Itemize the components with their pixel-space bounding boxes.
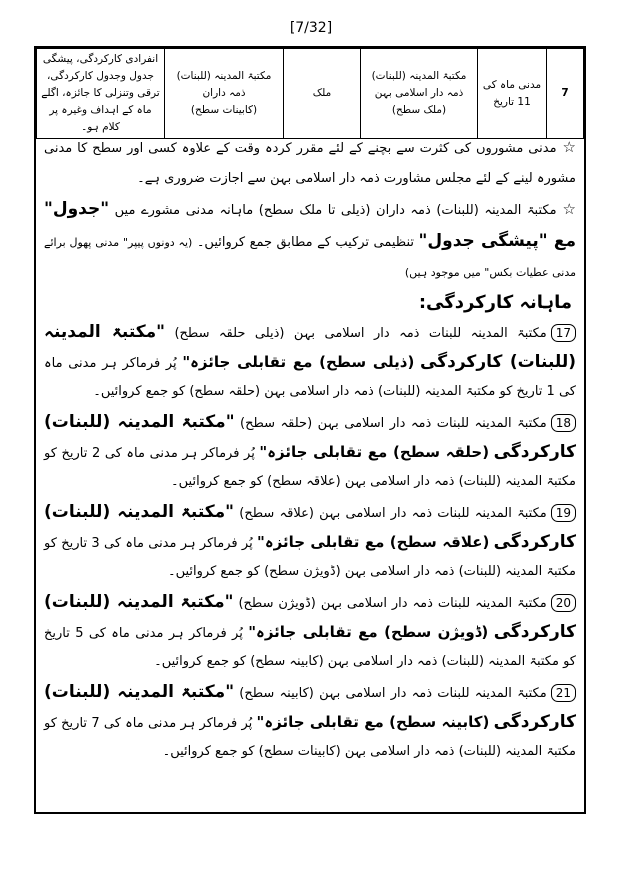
list-item [44, 588, 576, 676]
item-rest-text: پُر فرماکر ہر مدنی ماہ کی 5 تاریخ کو مکتبۃ المدینہ (للبنات) ذمہ دار اسلامی بہن (کابینہ سطح) کو جمع کروائیں۔ [44, 626, 576, 669]
item-lead-text: مکتبۃ المدینہ للبنات ذمہ دار اسلامی بہن (حلقہ سطح) [234, 416, 547, 431]
item-number-badge: 17 [551, 324, 576, 342]
page-frame [34, 46, 586, 814]
paragraph-schedule-text-1: مکتبۃ المدینہ (للبنات) ذمہ داران (ذیلی تا ملک سطح) ماہانہ مدنی مشورے میں [109, 203, 557, 218]
item-bold-title: "مکتبۃ المدینہ (للبنات) کارکردگی [44, 412, 576, 462]
participants-line-2: ذمہ داران [202, 87, 246, 99]
item-bold-title: "مکتبۃ المدینہ (للبنات) کارکردگی [44, 682, 576, 732]
responsible-line-2: ذمہ دار اسلامی بہن [374, 87, 464, 99]
responsible-line-1: مکتبۃ المدینہ (للبنات) [371, 70, 467, 82]
paragraph-schedule-text-2: تنظیمی ترکیب کے مطابق جمع کروائیں۔ [196, 235, 419, 250]
item-lead-text: مکتبۃ المدینہ للبنات ذمہ دار اسلامی بہن (کابینہ سطح) [234, 686, 547, 701]
paragraph-permission-text: مدنی مشوروں کی کثرت سے بچنے کے لئے مقرر کردہ وقت کے علاوہ کسی اور سطح کا مدنی مشورہ لینے کے لئے مجلس مشاورت ذمہ دار اسلامی بہن سے اجازت ضروری ہے۔ [44, 141, 576, 186]
item-rest-text: پُر فرماکر ہر مدنی ماہ کی 3 تاریخ کو مکتبۃ المدینہ (للبنات) ذمہ دار اسلامی بہن (ڈویژن سطح) کو جمع کروائیں۔ [44, 536, 576, 579]
document-body [44, 132, 576, 768]
item-number-badge: 18 [551, 414, 576, 432]
list-item [44, 498, 576, 586]
item-rest-text: پُر فرماکر ہر مدنی ماہ کی 2 تاریخ کو مکتبۃ المدینہ (للبنات) ذمہ دار اسلامی بہن (علاقہ سطح) کو جمع کروائیں۔ [44, 446, 576, 489]
star-bullet-icon: ☆ [562, 138, 576, 156]
item-bold-title: "مکتبۃ المدینہ (للبنات) کارکردگی [44, 502, 576, 552]
item-bold-subtitle: (علاقہ سطح) مع تقابلی جائزہ" [257, 533, 490, 551]
level-cell: ملک [284, 49, 361, 139]
item-number-badge: 19 [551, 504, 576, 522]
item-lead-text: مکتبۃ المدینہ للبنات ذمہ دار اسلامی بہن (ذیلی حلقہ سطح) [165, 326, 547, 341]
item-number-badge: 21 [551, 684, 576, 702]
paragraph-permission [44, 132, 576, 194]
schedule-table-row [36, 48, 584, 139]
item-lead-text: مکتبۃ المدینہ للبنات ذمہ دار اسلامی بہن (ڈویژن سطح) [233, 596, 547, 611]
participants-cell [165, 49, 284, 139]
section-heading: ماہانہ کارکردگی: [418, 292, 572, 313]
agenda-cell: انفرادی کارکردگی، پیشگی جدول وجدول کارکردگی، ترقی وتنزلی کا جائزہ، اگلے ماہ کے اہداف وغیرہ پر کلام ہو۔ [37, 49, 165, 139]
item-rest-text: پُر فرماکر ہر مدنی ماہ کی 7 تاریخ کو مکتبۃ المدینہ (للبنات) ذمہ دار اسلامی بہن (کابینات سطح) کو جمع کروائیں۔ [44, 716, 576, 759]
star-bullet-icon: ☆ [562, 200, 576, 218]
participants-line-3: (کابینات سطح) [190, 104, 258, 116]
list-item [44, 408, 576, 496]
item-lead-text: مکتبۃ المدینہ للبنات ذمہ دار اسلامی بہن (علاقہ سطح) [234, 506, 547, 521]
paragraph-schedule-bold: "جدول" مع "پیشگی جدول" [44, 199, 577, 251]
list-item [44, 318, 576, 406]
item-rest-text: پُر فرماکر ہر مدنی ماہ کی 1 تاریخ کو مکتبۃ المدینہ (للبنات) ذمہ دار اسلامی بہن (حلقہ سطح) کو جمع کروائیں۔ [44, 356, 576, 399]
responsible-line-3: (ملک سطح) [391, 104, 447, 116]
paragraph-schedule-note: (یہ دونوں پیپر" مدنی پھول برائے مدنی عطیات بکس" میں موجود ہیں) [44, 236, 576, 279]
row-number: 7 [547, 49, 584, 139]
responsible-cell [361, 49, 478, 139]
item-bold-subtitle: (حلقہ سطح) مع تقابلی جائزہ" [259, 443, 490, 461]
list-item [44, 678, 576, 766]
item-bold-title: "مکتبۃ المدینہ (للبنات) کارکردگی [44, 322, 577, 372]
paragraph-schedule [44, 194, 576, 288]
item-bold-subtitle: (کابینہ سطح) مع تقابلی جائزہ" [256, 713, 490, 731]
item-bold-subtitle: (ذیلی سطح) مع تقابلی جائزہ" [182, 353, 415, 371]
item-bold-title: "مکتبۃ المدینہ (للبنات) کارکردگی [44, 592, 577, 642]
participants-line-1: مکتبۃ المدینہ (للبنات) [176, 70, 272, 82]
date-cell: مدنی ماہ کی 11 تاریخ [478, 49, 547, 139]
page-number: [7/32] [289, 20, 333, 36]
item-bold-subtitle: (ڈویژن سطح) مع تقابلی جائزہ" [248, 623, 489, 641]
item-number-badge: 20 [551, 594, 576, 612]
